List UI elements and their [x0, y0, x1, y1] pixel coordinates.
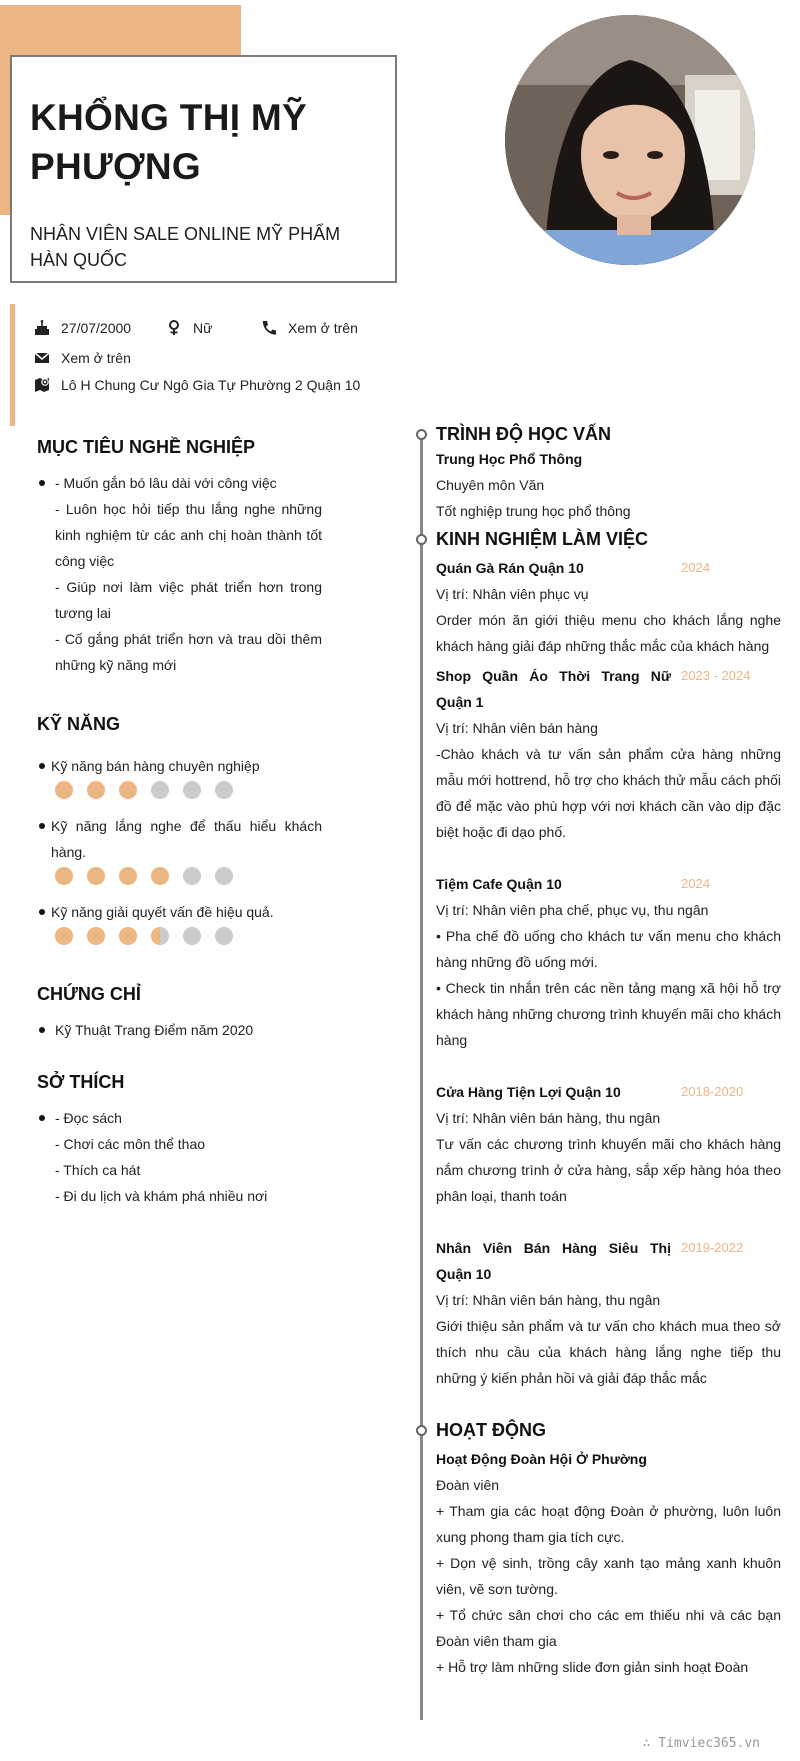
- activity-line: + Tổ chức sân chơi cho các em thiếu nhi và các bạn Đoàn viên tham gia: [436, 1607, 781, 1649]
- job-desc: • Check tin nhắn trên các nền tảng mạng xã hội hỗ trợ khách hàng những chương trình khuyến mãi cho khách hàng: [436, 980, 781, 1048]
- job-company: Tiệm Cafe Quận 10: [436, 876, 562, 892]
- rating-dot: [151, 781, 169, 799]
- activities-title: HOẠT ĐỘNG: [416, 1418, 781, 1442]
- job-entry: [436, 871, 781, 1053]
- skills-section: [37, 714, 322, 955]
- certificates-section: [37, 984, 322, 1043]
- education-body: [416, 446, 781, 524]
- school-name: Trung Học Phổ Thông: [436, 451, 583, 467]
- job-role: Vị trí: Nhân viên pha chế, phục vụ, thu ngân: [436, 902, 709, 918]
- job-role: Vị trí: Nhân viên bán hàng, thu ngân: [436, 1292, 661, 1308]
- job-desc: Giới thiệu sản phẩm và tư vấn cho khách mua theo sở thích nhu cầu của khách hàng lắng nghe tiếp thu những ý kiến phản hồi và giải đáp thắc mắc: [436, 1318, 781, 1386]
- rating-dot: [87, 927, 105, 945]
- rating-dot: [215, 927, 233, 945]
- job-role: Vị trí: Nhân viên phục vụ: [436, 586, 589, 602]
- activities-body: [416, 1446, 781, 1680]
- experience-section: [416, 527, 781, 1391]
- birthday-text: 27/07/2000: [61, 320, 132, 336]
- phone-icon: [260, 319, 278, 337]
- email-text: Xem ở trên: [61, 350, 131, 366]
- envelope-icon: [33, 349, 51, 367]
- job-desc: -Chào khách và tư vấn sản phẩm cửa hàng những mẫu mới hottrend, hỗ trợ cho khách thử mẫu cách phối đồ để mặc vào phù hợp với nơi khách cần vào dịp đặc biệt hoặc đi dạo phố.: [436, 746, 781, 840]
- skill-rating: [55, 867, 322, 885]
- job-company: Shop Quần Áo Thời Trang Nữ Quận 1: [436, 668, 671, 710]
- job-time: 2023 - 2024: [681, 668, 751, 683]
- job-time: 2024: [681, 876, 710, 891]
- skills-title: KỸ NĂNG: [37, 714, 121, 734]
- education-title: TRÌNH ĐỘ HỌC VẤN: [416, 422, 781, 446]
- avatar-photo: [505, 15, 755, 265]
- job-time: 2018-2020: [681, 1084, 744, 1099]
- rating-dot: [183, 927, 201, 945]
- job-time: 2019-2022: [681, 1240, 744, 1255]
- skill-rating: [55, 927, 322, 945]
- birthday-row: [33, 319, 131, 337]
- skill-name: Kỹ năng bán hàng chuyên nghiệp: [37, 753, 322, 779]
- hobbies-list: - Đọc sách - Chơi các môn thể thao - Thích ca hát - Đi du lịch và khám phá nhiều nơi: [37, 1105, 322, 1209]
- rating-dot: [119, 927, 137, 945]
- email-row: [33, 349, 131, 367]
- education-major: Chuyên môn Văn: [436, 477, 545, 493]
- brand-watermark: ∴ Timviec365.vn: [642, 1736, 760, 1751]
- objective-list: - Muốn gắn bó lâu dài với công việc - Luôn học hỏi tiếp thu lắng nghe những kinh nghiệm từ các anh chị hoàn thành tốt công việc - Giúp nơi làm việc phát triển hơn trong tương lai - Cố gắng phát triển hơn và trau dồi thêm những kỹ năng mới: [37, 470, 322, 678]
- job-time: 2024: [681, 560, 710, 575]
- phone-row: [260, 319, 358, 337]
- rating-dot: [119, 781, 137, 799]
- rating-dot: [215, 781, 233, 799]
- gender-row: [165, 319, 212, 337]
- certificates-title: CHỨNG CHỈ: [37, 984, 141, 1004]
- skill-item: [37, 813, 322, 885]
- hobbies-section: [37, 1072, 322, 1209]
- cake-icon: [33, 319, 51, 337]
- rating-dot: [55, 867, 73, 885]
- rating-dot: [183, 867, 201, 885]
- skill-name: Kỹ năng lắng nghe để thấu hiểu khách hàng.: [37, 813, 322, 865]
- timeline-node: [416, 429, 427, 440]
- education-section: [416, 422, 781, 524]
- job-role: Vị trí: Nhân viên bán hàng, thu ngân: [436, 1110, 661, 1126]
- rating-dot: [55, 781, 73, 799]
- map-pin-icon: [33, 376, 51, 394]
- job-position: NHÂN VIÊN SALE ONLINE MỸ PHẨM HÀN QUỐC: [30, 224, 341, 270]
- rating-dot: [215, 867, 233, 885]
- rating-dot: [55, 927, 73, 945]
- timeline-node: [416, 1425, 427, 1436]
- job-company: Nhân Viên Bán Hàng Siêu Thị Quận 10: [436, 1240, 671, 1282]
- gender-text: Nữ: [193, 320, 213, 336]
- rating-dot: [151, 927, 169, 945]
- skill-item: [37, 753, 322, 799]
- skill-name: Kỹ năng giải quyết vấn đề hiệu quả.: [37, 899, 322, 925]
- address-text: Lô H Chung Cư Ngô Gia Tự Phường 2 Quận 10: [61, 377, 361, 393]
- rating-dot: [119, 867, 137, 885]
- gender-icon: [165, 319, 183, 337]
- activity-org: Hoạt Động Đoàn Hội Ở Phường: [436, 1451, 647, 1467]
- job-desc: Order món ăn giới thiệu menu cho khách lắng nghe khách hàng giải đáp những thắc mắc của khách hàng: [436, 612, 781, 654]
- rating-dot: [151, 867, 169, 885]
- skill-rating: [55, 781, 322, 799]
- experience-body: [416, 555, 781, 1391]
- name-box: [10, 55, 397, 283]
- job-company: Cửa Hàng Tiện Lợi Quận 10: [436, 1084, 621, 1100]
- rating-dot: [183, 781, 201, 799]
- activity-role: Đoàn viên: [436, 1477, 500, 1493]
- experience-title: KINH NGHIỆM LÀM VIỆC: [416, 527, 781, 551]
- activity-line: + Dọn vệ sinh, trồng cây xanh tạo mảng xanh khuôn viên, vẽ sơn tường.: [436, 1555, 781, 1597]
- job-entry: [436, 663, 781, 845]
- activity-line: + Hỗ trợ làm những slide đơn giản sinh hoạt Đoàn: [436, 1659, 749, 1675]
- timeline-node: [416, 534, 427, 545]
- education-result: Tốt nghiệp trung học phổ thông: [436, 503, 631, 519]
- hobbies-title: SỞ THÍCH: [37, 1072, 125, 1092]
- candidate-name: KHỔNG THỊ MỸ PHƯỢNG: [30, 97, 307, 187]
- activities-section: [416, 1418, 781, 1680]
- job-entry: [436, 555, 781, 659]
- job-role: Vị trí: Nhân viên bán hàng: [436, 720, 598, 736]
- skill-item: [37, 899, 322, 945]
- rating-dot: [87, 867, 105, 885]
- phone-text: Xem ở trên: [288, 320, 358, 336]
- avatar: [505, 15, 755, 265]
- job-desc: Tư vấn các chương trình khuyến mãi cho khách hàng nắm chương trình ở cửa hàng, sắp xếp hàng hóa theo phân loại, thanh toán: [436, 1136, 781, 1204]
- objective-section: [37, 437, 322, 678]
- rating-dot: [87, 781, 105, 799]
- job-entry: [436, 1079, 781, 1209]
- job-company: Quán Gà Rán Quận 10: [436, 560, 584, 576]
- objective-title: MỤC TIÊU NGHỀ NGHIỆP: [37, 437, 256, 457]
- activity-line: + Tham gia các hoạt động Đoàn ở phường, luôn luôn xung phong tham gia tích cực.: [436, 1503, 781, 1545]
- job-desc: • Pha chế đồ uống cho khách tư vấn menu cho khách hàng những đồ uống mới.: [436, 928, 781, 970]
- certificate-item: Kỹ Thuật Trang Điểm năm 2020: [37, 1017, 322, 1043]
- contact-info: [10, 304, 430, 426]
- address-row: [33, 376, 360, 394]
- job-entry: [436, 1235, 781, 1391]
